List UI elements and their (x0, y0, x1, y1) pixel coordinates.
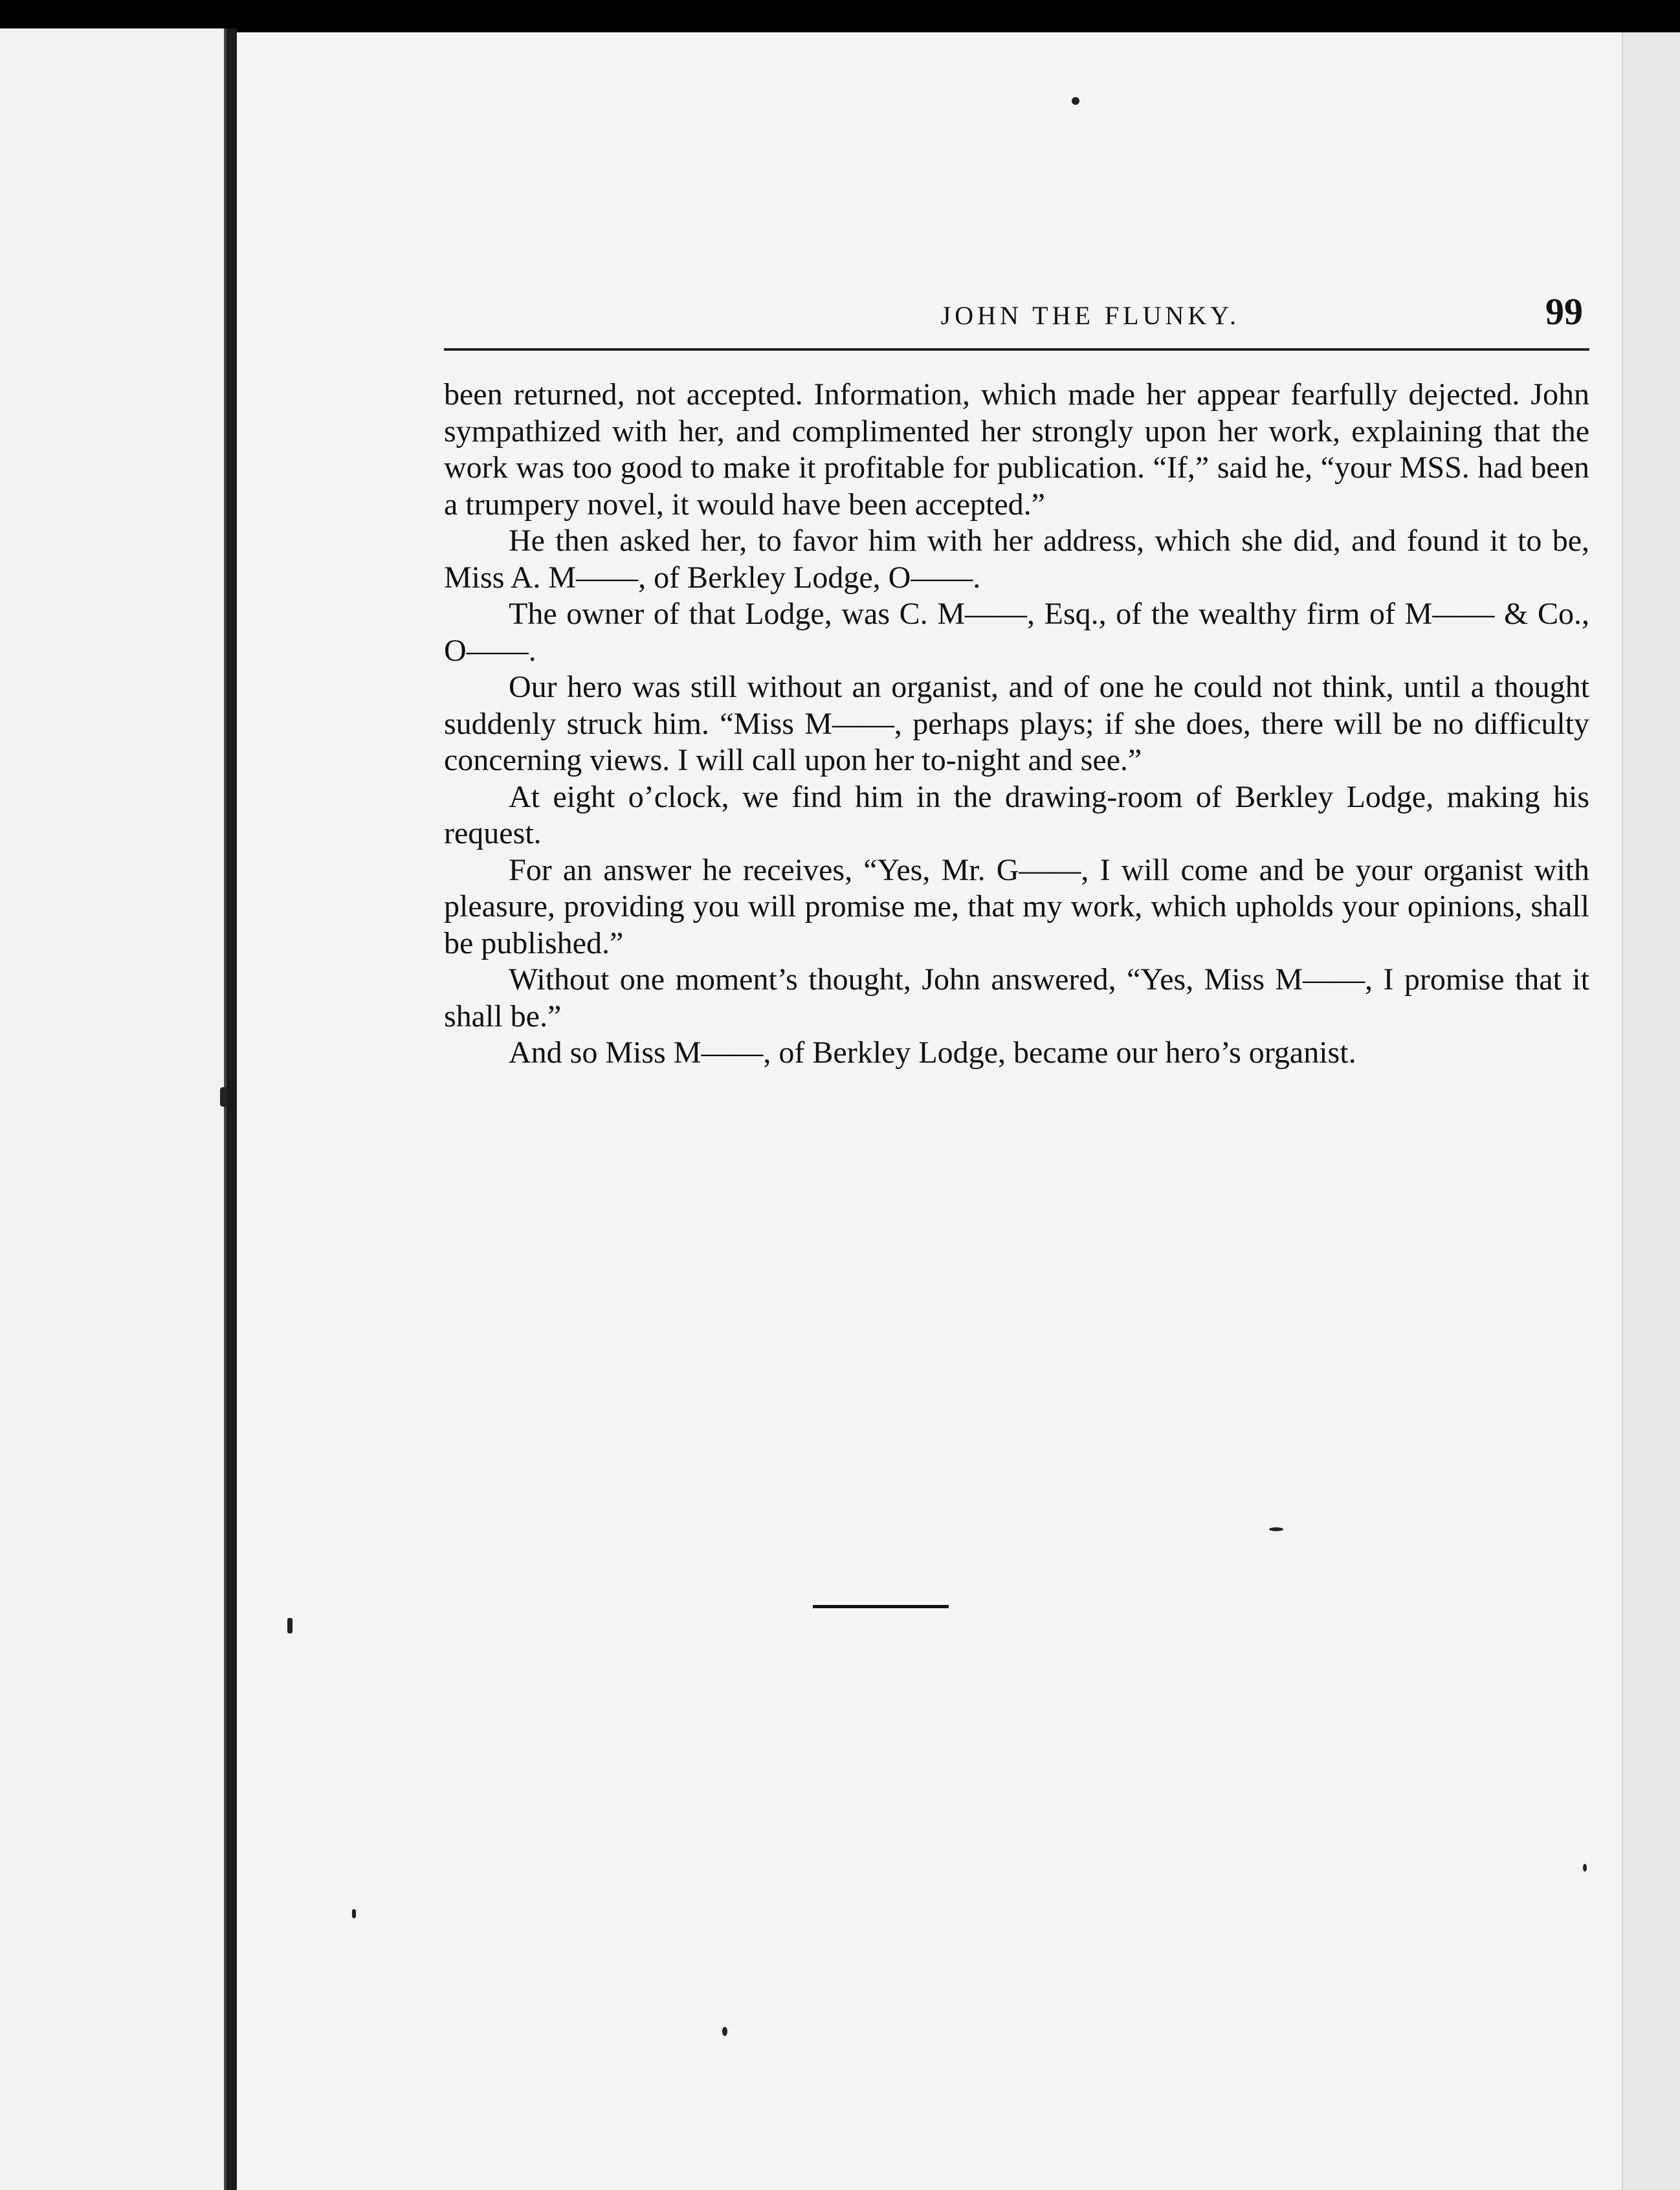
paragraph: been returned, not accepted. Information, which made her appear fearfully dejected. John sympathized with her, and complimented her strongly upon her work, explaining that the work was too good to make it profitable for publication. “If,” said he, “your MSS. had been a trumpery novel, it would have been accepted.” (444, 377, 1589, 522)
header-rule (444, 348, 1589, 351)
running-title: JOHN THE FLUNKY. (940, 301, 1240, 330)
running-head (444, 273, 1589, 351)
paragraph: Without one moment’s thought, John answered, “Yes, Miss M——, I promise that it shall be.” (444, 962, 1589, 1034)
page-fore-edge (1622, 32, 1680, 2190)
book-page (237, 32, 1622, 2190)
paragraph: The owner of that Lodge, was C. M——, Esq., of the wealthy firm of M—— & Co., O——. (444, 597, 1589, 668)
page-number: 99 (1545, 291, 1583, 333)
paragraph: He then asked her, to favor him with her address, which she did, and found it to be, Miss A. M——, of Berkley Lodge, O——. (444, 524, 1589, 595)
scan-speck (1269, 1527, 1283, 1531)
paragraph: And so Miss M——, of Berkley Lodge, became our hero’s organist. (509, 1035, 1356, 1070)
scan-border-top (0, 0, 1680, 28)
book-gutter (227, 28, 237, 2190)
scan-speck (1072, 97, 1079, 105)
facing-page-edge (0, 28, 227, 2190)
paragraph: Our hero was still without an organist, and of one he could not think, until a thought suddenly struck him. “Miss M——, perhaps plays; if she does, there will be no difficulty concerning views. I will call upon her to-night and see.” (444, 670, 1589, 777)
scan-speck (352, 1909, 356, 1918)
scan-speck (1583, 1864, 1587, 1872)
paragraph: At eight o’clock, we find him in the drawing-room of Berkley Lodge, making his request. (444, 779, 1589, 850)
scan-speck (287, 1618, 293, 1633)
end-of-chapter-rule (813, 1605, 949, 1608)
scan-speck (220, 1087, 228, 1107)
body-text (444, 377, 1589, 1072)
scan-speck (722, 2027, 727, 2036)
paragraph: For an answer he receives, “Yes, Mr. G——, I will come and be your organist with pleasure, providing you will promise me, that my work, which upholds your opinions, shall be published.” (444, 852, 1589, 960)
